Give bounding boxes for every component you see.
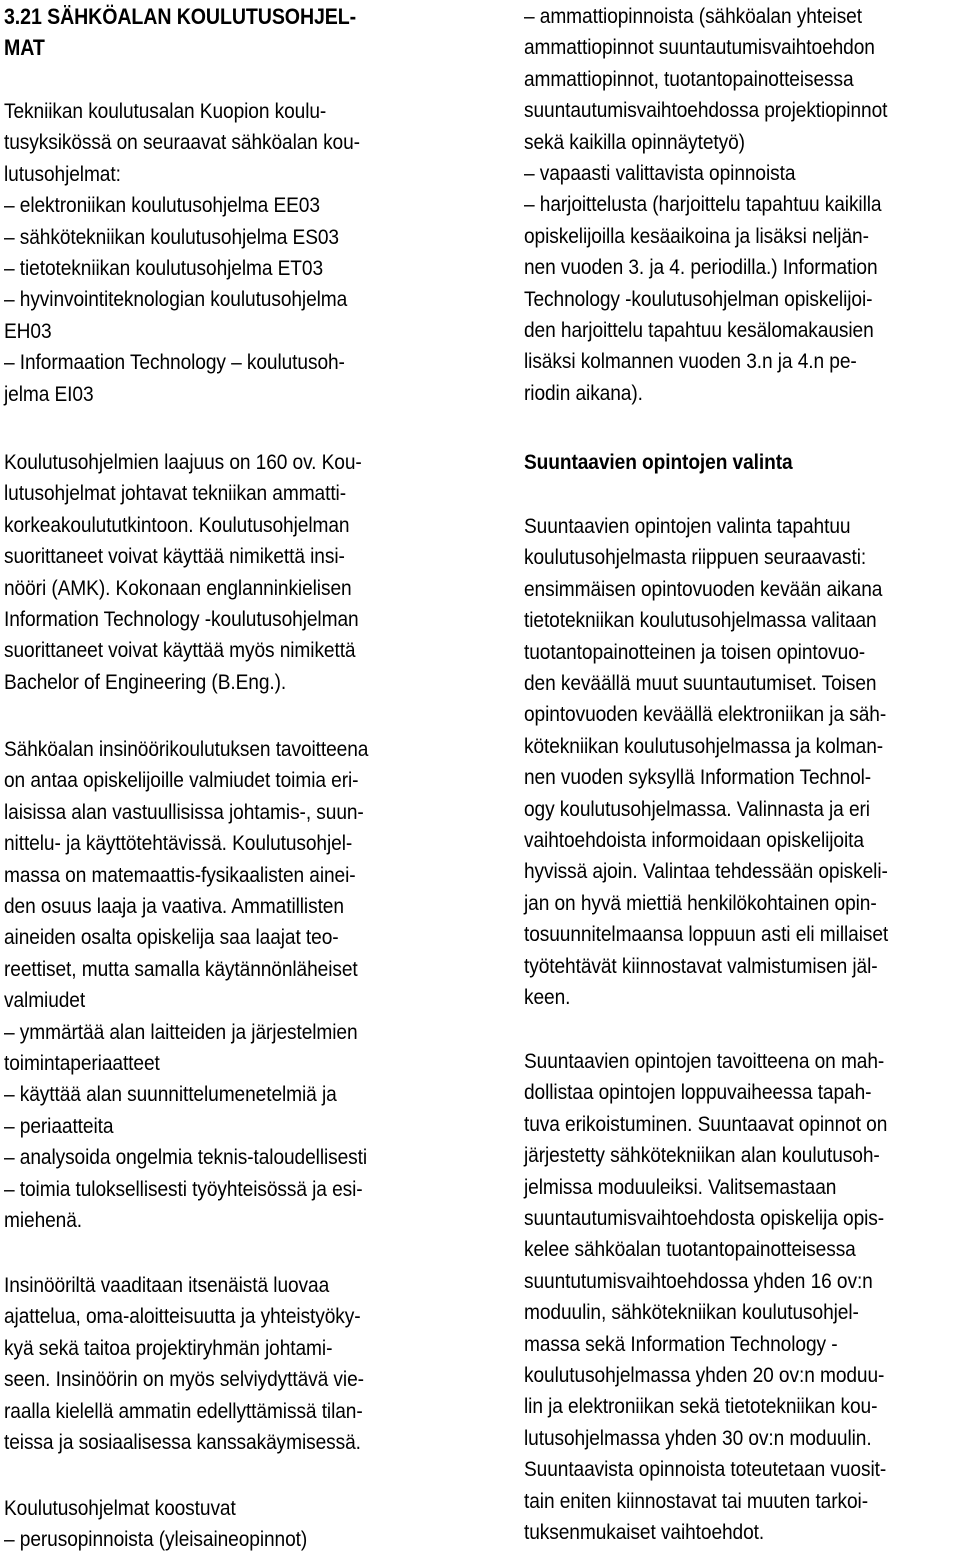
body-text-line: kyä sekä taitoa projektiryhmän johtami-	[4, 1335, 333, 1360]
body-text-line: opiskelijoilla kesäaikoina ja lisäksi neljän-	[524, 223, 869, 248]
body-text-line: tuksenmukaiset vaihtoehdot.	[524, 1520, 765, 1544]
body-text-line: Technology -koulutusohjelman opiskelijoi-	[524, 286, 873, 311]
body-text-line: valmiudet	[4, 988, 86, 1013]
body-text-line: moduulin, sähkötekniikan koulutusohjel-	[524, 1300, 859, 1325]
body-text-line: ensimmäisen opintovuoden kevään aikana	[524, 576, 883, 601]
body-text-line: Sähköalan insinöörikoulutuksen tavoitteena	[4, 737, 369, 761]
body-text-line: tuotantopainotteinen ja toisen opintovuo-	[524, 639, 866, 664]
section-title: MAT	[4, 35, 45, 61]
body-text-line: – analysoida ongelmia teknis-taloudellisesti	[4, 1145, 368, 1170]
body-text-line: teissa ja sosiaalisessa kanssakäymisessä.	[4, 1430, 361, 1454]
body-text-line: ajattelua, oma-aloitteisuutta ja yhteistyöky-	[4, 1304, 361, 1329]
body-text-line: miehenä.	[4, 1208, 83, 1232]
body-text-line: korkeakoulututkintoon. Koulutusohjelman	[4, 512, 350, 537]
body-text-line: nittelu- ja käyttötehtävissä. Koulutusohjel-	[4, 831, 353, 856]
body-text-line: raalla kielellä ammatin edellyttämissä tilan-	[4, 1398, 363, 1423]
body-text-line: tietotekniikan koulutusohjelmassa valitaan	[524, 608, 877, 633]
body-text-line: vaihtoehdoista informoidaan opiskelijoita	[524, 828, 864, 852]
body-text-line: Koulutusohjelmat koostuvat	[4, 1496, 236, 1520]
body-text-line: dollistaa opintojen loppuvaiheessa tapah-	[524, 1080, 872, 1105]
body-text-line: ogy koulutusohjelmassa. Valinnasta ja eri	[524, 796, 870, 821]
body-text-line: suuntutumisvaihtoehdossa yhden 16 ov:n	[524, 1268, 873, 1293]
body-text-line: hyvissä ajoin. Valintaa tehdessään opiskeli-	[524, 859, 888, 884]
body-text-line: seen. Insinöörin on myös selviydyttävä vie-	[4, 1367, 364, 1392]
body-text-line: on antaa opiskelijoille valmiudet toimia eri-	[4, 768, 359, 793]
body-text-line: – sähkötekniikan koulutusohjelma ES03	[4, 224, 339, 249]
body-text-line: ammattiopinnot, tuotantopainotteisessa	[524, 66, 854, 91]
body-text-line: lutusohjelmat johtavat tekniikan ammatti-	[4, 481, 347, 506]
body-text-line: järjestetty sähkötekniikan alan koulutusoh-	[524, 1143, 880, 1168]
body-text-line: EH03	[4, 318, 52, 343]
body-text-line: ammattiopinnot suuntautumisvaihtoehdon	[524, 35, 875, 60]
body-text-line: – elektroniikan koulutusohjelma EE03	[4, 193, 320, 218]
body-text-line: massa on matemaattis-fysikaalisten ainei-	[4, 862, 356, 887]
body-text-line: laisissa alan vastuullisissa johtamis-, suun-	[4, 799, 364, 824]
body-text-line: nööri (AMK). Kokonaan englanninkielisen	[4, 575, 352, 600]
body-text-line: den osuus laaja ja vaativa. Ammatillisten	[4, 894, 344, 918]
body-text-line: lisäksi kolmannen vuoden 3.n ja 4.n pe-	[524, 349, 857, 374]
body-text-line: tosuunnitelmaansa loppuun asti eli millaiset	[524, 922, 889, 947]
body-text-line: Koulutusohjelmien laajuus on 160 ov. Kou-	[4, 450, 362, 474]
body-text-line: tuva erikoistuminen. Suuntaavat opinnot on	[524, 1111, 888, 1136]
body-text-line: den harjoittelu tapahtuu kesälomakausien	[524, 318, 874, 342]
body-text-line: lin ja elektroniikan sekä tietotekniikan kou-	[524, 1394, 878, 1419]
body-text-line: massa sekä Information Technology -	[524, 1331, 838, 1356]
body-text-line: Suuntaavien opintojen valinta tapahtuu	[524, 514, 851, 538]
body-text-line: nen vuoden 3. ja 4. periodilla.) Information	[524, 255, 878, 280]
body-text-line: lutusohjelmassa yhden 30 ov:n moduulin.	[524, 1425, 872, 1450]
body-text-line: tain eniten kiinnostavat tai muuten tarkoi-	[524, 1488, 868, 1513]
body-text-line: – käyttää alan suunnittelumenetelmiä ja	[4, 1082, 337, 1107]
body-text-line: reettiset, mutta samalla käytännönläheiset	[4, 956, 358, 981]
body-text-line: Insinööriltä vaaditaan itsenäistä luovaa	[4, 1273, 330, 1297]
body-text-line: tusyksikössä on seuraavat sähköalan kou-	[4, 130, 360, 155]
body-text-line: jelma EI03	[4, 381, 94, 406]
body-text-line: – periaatteita	[4, 1113, 114, 1138]
body-text-line: suuntautumisvaihtoehdosta opiskelija opis-	[524, 1206, 885, 1230]
body-text-line: suorittaneet voivat käyttää nimikettä insi-	[4, 544, 345, 569]
body-text-line: – ammattiopinnoista (sähköalan yhteiset	[524, 4, 862, 28]
body-text-line: den keväällä muut suuntautumiset. Toisen	[524, 671, 877, 695]
body-text-line: suorittaneet voivat käyttää myös nimikettä	[4, 638, 356, 663]
body-text-line: kötekniikan koulutusohjelmassa ja kolman-	[524, 733, 884, 758]
body-text-line: – tietotekniikan koulutusohjelma ET03	[4, 256, 324, 280]
body-text-line: – perusopinnoista (yleisaineopinnot)	[4, 1527, 308, 1552]
body-text-line: Bachelor of Engineering (B.Eng.).	[4, 669, 287, 694]
body-text-line: riodin aikana).	[524, 380, 643, 405]
body-text-line: Tekniikan koulutusalan Kuopion koulu-	[4, 99, 327, 123]
body-text-line: suuntautumisvaihtoehdossa projektiopinnot	[524, 98, 888, 123]
body-text-line: – vapaasti valittavista opinnoista	[524, 161, 796, 185]
body-text-line: – Informaation Technology – koulutusoh-	[4, 350, 345, 375]
body-text-line: jan on hyvä miettiä henkilökohtainen opin-	[524, 890, 877, 915]
body-text-line: lutusohjelmat:	[4, 161, 121, 186]
body-text-line: – toimia tuloksellisesti työyhteisössä ja esi-	[4, 1176, 363, 1201]
body-text-line: koulutusohjelmasta riippuen seuraavasti:	[524, 545, 867, 570]
body-text-line: nen vuoden syksyllä Information Technol-	[524, 765, 872, 790]
body-text-line: kelee sähköalan tuotantopainotteisessa	[524, 1237, 856, 1262]
body-text-line: aineiden osalta opiskelija saa laajat teo-	[4, 925, 339, 950]
body-text-line: – harjoittelusta (harjoittelu tapahtuu kaikilla	[524, 192, 882, 217]
body-text-line: sekä kaikilla opinnäytetyö)	[524, 129, 745, 154]
body-text-line: keen.	[524, 985, 571, 1009]
body-text-line: jelmissa moduuleiksi. Valitsemastaan	[524, 1174, 837, 1199]
body-text-line: – hyvinvointiteknologian koulutusohjelma	[4, 287, 348, 312]
body-text-line: opintovuoden keväällä elektroniikan ja säh-	[524, 702, 887, 727]
section-heading: Suuntaavien opintojen valinta	[524, 450, 793, 474]
body-text-line: Suuntaavista opinnoista toteutetaan vuosit-	[524, 1457, 887, 1482]
body-text-line: – ymmärtää alan laitteiden ja järjestelmien	[4, 1019, 358, 1044]
body-text-line: Information Technology -koulutusohjelman	[4, 607, 359, 631]
body-text-line: työtehtävät kiinnostavat valmistumisen jäl-	[524, 953, 878, 978]
body-text-line: Suuntaavien opintojen tavoitteena on mah-	[524, 1049, 885, 1073]
section-title: 3.21 SÄHKÖALAN KOULUTUSOHJEL-	[4, 4, 357, 29]
body-text-line: koulutusohjelmassa yhden 20 ov:n moduu-	[524, 1363, 885, 1387]
body-text-line: toimintaperiaatteet	[4, 1051, 160, 1075]
